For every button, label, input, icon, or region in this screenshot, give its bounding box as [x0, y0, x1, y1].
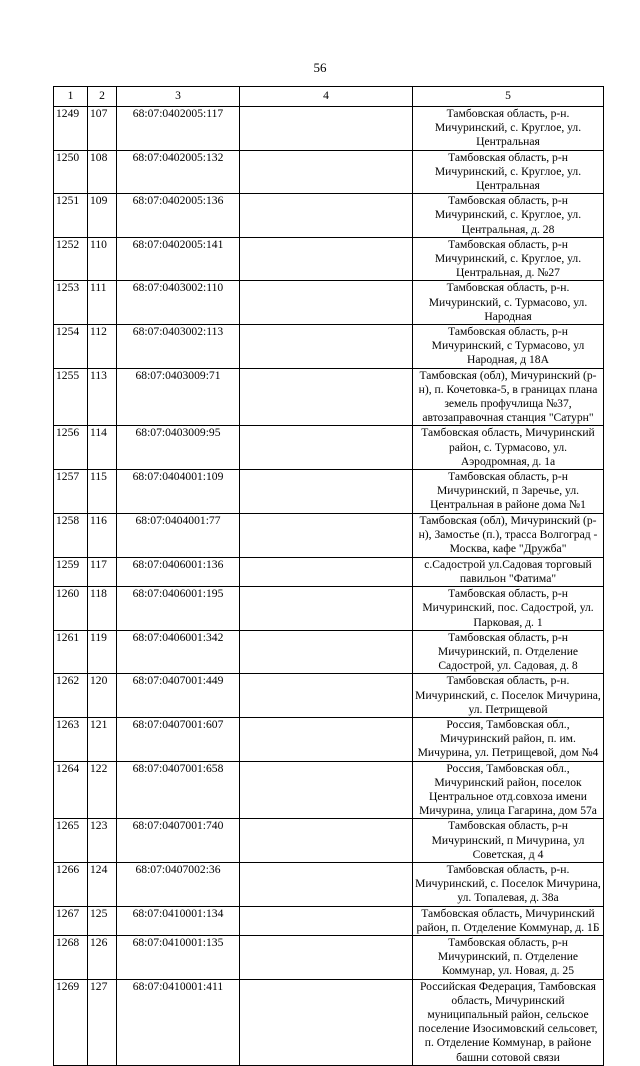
column-header: 2 — [88, 87, 117, 107]
table-row — [54, 368, 604, 426]
cadastral-number-cell: 68:07:0407001:449 — [117, 674, 240, 718]
column-4-cell — [240, 935, 413, 979]
table-row — [54, 557, 604, 586]
cadastral-number-cell: 68:07:0402005:132 — [117, 150, 240, 194]
column-4-cell — [240, 107, 413, 151]
row-index-cell: 112 — [88, 325, 117, 369]
row-number-cell: 1264 — [54, 761, 88, 819]
cadastral-number-cell: 68:07:0403002:113 — [117, 325, 240, 369]
cadastral-number-cell: 68:07:0403002:110 — [117, 281, 240, 325]
address-cell: Тамбовская область, р-н Мичуринский, с. Круглое, ул. Центральная, д. 28 — [413, 194, 604, 238]
table-row — [54, 237, 604, 281]
column-4-cell — [240, 674, 413, 718]
column-4-cell — [240, 557, 413, 586]
address-cell: Россия, Тамбовская обл., Мичуринский район, поселок Центральное отд.совхоза имени Мичурина, улица Гагарина, дом 57а — [413, 761, 604, 819]
address-cell: Тамбовская область, р-н. Мичуринский, с. Круглое, ул. Центральная — [413, 107, 604, 151]
row-number-cell: 1260 — [54, 587, 88, 631]
table-row — [54, 674, 604, 718]
cadastral-number-cell: 68:07:0407002:36 — [117, 862, 240, 906]
column-4-cell — [240, 979, 413, 1065]
cadastral-number-cell: 68:07:0402005:141 — [117, 237, 240, 281]
address-cell: Тамбовская область, р-н Мичуринский, с. Круглое, ул. Центральная — [413, 150, 604, 194]
column-4-cell — [240, 281, 413, 325]
column-4-cell — [240, 717, 413, 761]
cadastral-number-cell: 68:07:0402005:117 — [117, 107, 240, 151]
address-cell: Тамбовская область, р-н Мичуринский, с. Круглое, ул. Центральная, д. №27 — [413, 237, 604, 281]
row-number-cell: 1263 — [54, 717, 88, 761]
row-number-cell: 1255 — [54, 368, 88, 426]
row-number-cell: 1268 — [54, 935, 88, 979]
cadastral-number-cell: 68:07:0407001:658 — [117, 761, 240, 819]
table-row — [54, 194, 604, 238]
cadastral-number-cell: 68:07:0402005:136 — [117, 194, 240, 238]
row-index-cell: 127 — [88, 979, 117, 1065]
cadastral-number-cell: 68:07:0410001:411 — [117, 979, 240, 1065]
column-4-cell — [240, 761, 413, 819]
cadastral-number-cell: 68:07:0407001:607 — [117, 717, 240, 761]
table-row — [54, 630, 604, 674]
row-index-cell: 113 — [88, 368, 117, 426]
column-header: 4 — [240, 87, 413, 107]
row-number-cell: 1261 — [54, 630, 88, 674]
table-row — [54, 281, 604, 325]
row-index-cell: 126 — [88, 935, 117, 979]
cadastral-number-cell: 68:07:0410001:134 — [117, 906, 240, 935]
column-header: 5 — [413, 87, 604, 107]
row-index-cell: 121 — [88, 717, 117, 761]
row-number-cell: 1257 — [54, 470, 88, 514]
cadastral-number-cell: 68:07:0404001:77 — [117, 513, 240, 557]
address-cell: с.Садострой ул.Садовая торговый павильон "Фатима" — [413, 557, 604, 586]
row-index-cell: 116 — [88, 513, 117, 557]
row-index-cell: 120 — [88, 674, 117, 718]
cadastral-number-cell: 68:07:0410001:135 — [117, 935, 240, 979]
table-row — [54, 513, 604, 557]
cadastral-number-cell: 68:07:0406001:342 — [117, 630, 240, 674]
table-row — [54, 150, 604, 194]
cadastral-number-cell: 68:07:0404001:109 — [117, 470, 240, 514]
column-4-cell — [240, 194, 413, 238]
column-4-cell — [240, 426, 413, 470]
row-index-cell: 119 — [88, 630, 117, 674]
column-4-cell — [240, 325, 413, 369]
address-cell: Тамбовская область, Мичуринский район, с. Турмасово, ул. Аэродромная, д. 1а — [413, 426, 604, 470]
row-index-cell: 122 — [88, 761, 117, 819]
column-4-cell — [240, 513, 413, 557]
row-index-cell: 123 — [88, 819, 117, 863]
column-4-cell — [240, 587, 413, 631]
table-row — [54, 587, 604, 631]
cadastral-number-cell: 68:07:0407001:740 — [117, 819, 240, 863]
column-4-cell — [240, 819, 413, 863]
cadastral-number-cell: 68:07:0403009:95 — [117, 426, 240, 470]
table-row — [54, 862, 604, 906]
cadastral-number-cell: 68:07:0403009:71 — [117, 368, 240, 426]
table-row — [54, 906, 604, 935]
row-number-cell: 1254 — [54, 325, 88, 369]
column-header: 3 — [117, 87, 240, 107]
table-header-row — [54, 87, 604, 107]
table-row — [54, 717, 604, 761]
address-cell: Тамбовская область, р-н. Мичуринский, с. Турмасово, ул. Народная — [413, 281, 604, 325]
table-row — [54, 761, 604, 819]
table-row — [54, 426, 604, 470]
table-row — [54, 107, 604, 151]
column-4-cell — [240, 470, 413, 514]
page-number: 56 — [313, 60, 327, 75]
address-cell: Тамбовская (обл), Мичуринский (р-н), п. Кочетовка-5, в границах плана земель профучлища №37, автозаправочная станция "Сатурн" — [413, 368, 604, 426]
row-index-cell: 125 — [88, 906, 117, 935]
table-row — [54, 470, 604, 514]
column-4-cell — [240, 862, 413, 906]
column-4-cell — [240, 906, 413, 935]
address-cell: Тамбовская область, р-н Мичуринский, п. Отделение Садострой, ул. Садовая, д. 8 — [413, 630, 604, 674]
address-cell: Тамбовская область, р-н. Мичуринский, с. Поселок Мичурина, ул. Топалевая, д. 38а — [413, 862, 604, 906]
row-number-cell: 1258 — [54, 513, 88, 557]
row-number-cell: 1250 — [54, 150, 88, 194]
table-row — [54, 979, 604, 1065]
row-number-cell: 1252 — [54, 237, 88, 281]
table-row — [54, 819, 604, 863]
row-number-cell: 1269 — [54, 979, 88, 1065]
row-index-cell: 124 — [88, 862, 117, 906]
row-index-cell: 114 — [88, 426, 117, 470]
row-number-cell: 1256 — [54, 426, 88, 470]
row-index-cell: 115 — [88, 470, 117, 514]
column-4-cell — [240, 630, 413, 674]
row-index-cell: 111 — [88, 281, 117, 325]
address-cell: Тамбовская область, р-н Мичуринский, п. Отделение Коммунар, ул. Новая, д. 25 — [413, 935, 604, 979]
row-index-cell: 107 — [88, 107, 117, 151]
address-cell: Тамбовская область, р-н Мичуринский, с Турмасово, ул Народная, д 18А — [413, 325, 604, 369]
address-cell: Тамбовская область, р-н Мичуринский, п Мичурина, ул Советская, д 4 — [413, 819, 604, 863]
address-cell: Тамбовская область, р-н Мичуринский, п Заречье, ул. Центральная в районе дома №1 — [413, 470, 604, 514]
column-header: 1 — [54, 87, 88, 107]
address-cell: Россия, Тамбовская обл., Мичуринский район, п. им. Мичурина, ул. Петрищевой, дом №4 — [413, 717, 604, 761]
address-cell: Тамбовская область, Мичуринский район, п. Отделение Коммунар, д. 1Б — [413, 906, 604, 935]
row-number-cell: 1259 — [54, 557, 88, 586]
address-cell: Тамбовская область, р-н. Мичуринский, с. Поселок Мичурина, ул. Петрищевой — [413, 674, 604, 718]
row-index-cell: 118 — [88, 587, 117, 631]
row-number-cell: 1249 — [54, 107, 88, 151]
address-cell: Тамбовская область, р-н Мичуринский, пос. Садострой, ул. Парковая, д. 1 — [413, 587, 604, 631]
column-4-cell — [240, 237, 413, 281]
row-index-cell: 110 — [88, 237, 117, 281]
row-number-cell: 1265 — [54, 819, 88, 863]
row-number-cell: 1266 — [54, 862, 88, 906]
table-row — [54, 325, 604, 369]
column-4-cell — [240, 368, 413, 426]
cadastral-number-cell: 68:07:0406001:195 — [117, 587, 240, 631]
row-number-cell: 1253 — [54, 281, 88, 325]
row-number-cell: 1251 — [54, 194, 88, 238]
cadastral-number-cell: 68:07:0406001:136 — [117, 557, 240, 586]
row-number-cell: 1267 — [54, 906, 88, 935]
registry-table — [53, 86, 604, 1066]
row-index-cell: 117 — [88, 557, 117, 586]
row-number-cell: 1262 — [54, 674, 88, 718]
row-index-cell: 109 — [88, 194, 117, 238]
address-cell: Тамбовская (обл), Мичуринский (р-н), Замостье (п.), трасса Волгоград - Москва, кафе "Дружба" — [413, 513, 604, 557]
column-4-cell — [240, 150, 413, 194]
address-cell: Российская Федерация, Тамбовская область, Мичуринский муниципальный район, сельское поселение Изосимовский сельсовет, п. Отделение Коммунар, в районе башни сотовой связи — [413, 979, 604, 1065]
table-row — [54, 935, 604, 979]
row-index-cell: 108 — [88, 150, 117, 194]
